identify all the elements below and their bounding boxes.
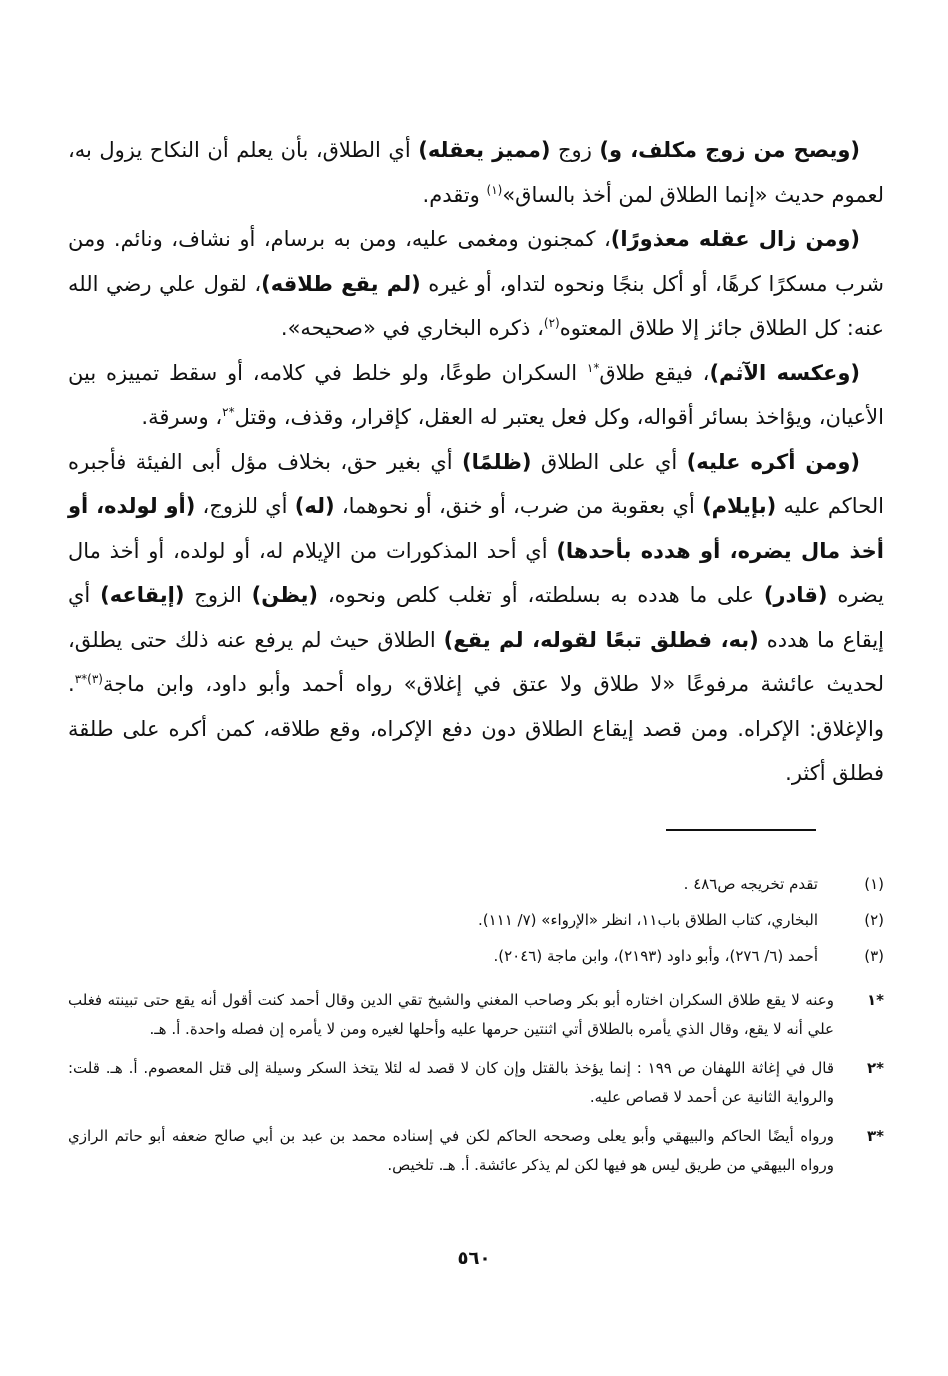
- footnote-number: (٢): [864, 911, 884, 929]
- note-ref[interactable]: *١: [586, 360, 600, 375]
- footnote: [68, 902, 884, 938]
- footnote: [68, 866, 884, 902]
- note-marker: *١: [866, 991, 884, 1009]
- bold-text: (ومن أكره عليه): [686, 449, 860, 474]
- bold-text: (يظن): [251, 583, 319, 607]
- bold-text: (لم يقع طلاقه): [261, 271, 421, 296]
- note-ref[interactable]: *٢: [222, 405, 235, 419]
- note-marker: *٢: [866, 1059, 884, 1077]
- paragraph-3: (وعكسه الآثم)، فيقع طلاق$^{*١}$ السكران طوعًا، ولو خلط في كلامه، أو سقط تمييزه بين الأعيان، ويؤاخذ بسائر أقواله، وكل فعل يعتبر له العقل، كإقرار، وقذف، وقتل$^{*٢}$، وسرقة.: [68, 360, 884, 429]
- bold-text: (بإيلام): [702, 494, 777, 518]
- main-text: [68, 128, 884, 796]
- page-number: ٥٦٠: [457, 1248, 491, 1269]
- footnote-ref[interactable]: (٢): [543, 316, 560, 330]
- note-ref[interactable]: *٣: [74, 672, 88, 686]
- footnote: [68, 938, 884, 974]
- paragraph-4: (ومن أكره عليه) أي على الطلاق (ظلمًا) أي بغير حق، بخلاف مؤل أبى الفيئة فأجبره الحاكم عليه (بإيلام) أي بعقوبة من ضرب، أو خنق، أو نحوهما، (له) أي للزوج، (أو لولده، أو أخذ مال يضره، أو هدده بأحدها) أي أحد المذكورات من الإيلام له، أو لولده، أو أخذ مال يضره (قادر) على ما هدده به بسلطته، أو تغلب كلص ونحوه، (يظن) الزوج (إيقاعه) أي إيقاع ما هدده (به، فطلق تبعًا لقوله، لم يقع) الطلاق حيث لم يرفع عنه ذلك حتى يطلق، لحديث عائشة مرفوعًا «لا طلاق ولا عتق في إغلاق» رواه أحمد وأبو داود، وابن ماجة$^{(٣)*٣}$. والإغلاق: الإكراه. ومن قصد إيقاع الطلاق دون دفع الإكراه، وقع طلاقه، كمن أكره على طلقة فطلق أكثر.: [68, 449, 885, 785]
- paragraph-2: (ومن زال عقله معذورًا)، كمجنون ومغمى عليه، ومن به برسام، أو نشاف، ونائم. ومن شرب مسكرًا كرهًا، أو أكل بنجًا ونحوه لتداو، أو غيره (لم يقع طلاقه)، لقول علي رضي الله عنه: كل الطلاق جائز إلا طلاق المعتوه$^{(٢)}$، ذكره البخاري في «صحيحه».: [68, 227, 884, 340]
- bold-text: (ومن زال عقله معذورًا): [610, 227, 861, 251]
- annotation-note: [68, 1122, 884, 1180]
- paragraph-1: (ويصح من زوج مكلف، و) زوج (مميز يعقله) أي الطلاق، بأن يعلم أن النكاح يزول به، لعموم حديث «إنما الطلاق لمن أخذ بالساق»$^{(١)}$ وتقدم.: [68, 138, 884, 207]
- footnote-ref[interactable]: (٣): [87, 672, 103, 686]
- note-marker: *٣: [866, 1127, 884, 1145]
- footnote-divider: [666, 829, 816, 831]
- annotation-note: [68, 986, 884, 1044]
- footnote-number: (١): [864, 875, 884, 893]
- bold-text: (به، فطلق تبعًا لقوله، لم يقع): [443, 627, 759, 652]
- footnotes: [68, 866, 884, 974]
- note-text: ورواه أيضًا الحاكم والبيهقي وأبو يعلى وصححه الحاكم لكن في إسناده محمد بن عبد بن أبي صالح ضعفه أبو حاتم الرازي ورواه البيهقي من طريق ليس هو فيها لكن لم يذكر عائشة. أ. هـ. تلخيص.: [68, 1127, 834, 1174]
- bold-text: (إيقاعه): [100, 583, 185, 607]
- note-text: قال في إغاثة اللهفان ص ١٩٩ : إنما يؤخذ بالقتل وإن كان لا قصد له لئلا يتخذ السكر وسيلة إلى قتل المعصوم. أ. هـ. قلت: والرواية الثانية عن أحمد لا قصاص عليه.: [68, 1059, 834, 1106]
- bold-text: (وعكسه الآثم): [709, 360, 860, 385]
- footnote-text: تقدم تخريجه ص٤٨٦ .: [683, 875, 818, 893]
- bold-text: (ظلمًا): [462, 449, 532, 474]
- annotation-notes: [68, 986, 884, 1190]
- annotation-note: [68, 1054, 884, 1112]
- footnote-text: أحمد (٦/ ٢٧٦)، وأبو داود (٢١٩٣)، وابن ماجة (٢٠٤٦).: [493, 947, 818, 965]
- note-text: وعنه لا يقع طلاق السكران اختاره أبو بكر وصاحب المغني والشيخ تقي الدين وقال أحمد كنت أقول أنه يقع حتى تبينته فغلب علي أنه لا يقع، وقال الذي يأمره بالطلاق أتي اثنتين حرمها عليه وأحلها لغيره ومن لا يأمره إن فصله واحدة. أ. هـ.: [68, 991, 834, 1038]
- footnote-ref[interactable]: (١): [486, 182, 503, 197]
- footnote-number: (٣): [864, 947, 884, 965]
- bold-text: (أو لولده، أو أخذ مال يضره، أو هدده بأحدها): [68, 494, 885, 563]
- bold-text: (له): [294, 494, 335, 518]
- footnote-text: البخاري، كتاب الطلاق باب١١، انظر «الإرواء» (٧/ ١١١).: [477, 911, 818, 929]
- bold-text: (قادر): [763, 583, 828, 607]
- bold-text: (مميز يعقله): [418, 138, 551, 162]
- bold-text: (ويصح من زوج مكلف، و): [599, 138, 860, 162]
